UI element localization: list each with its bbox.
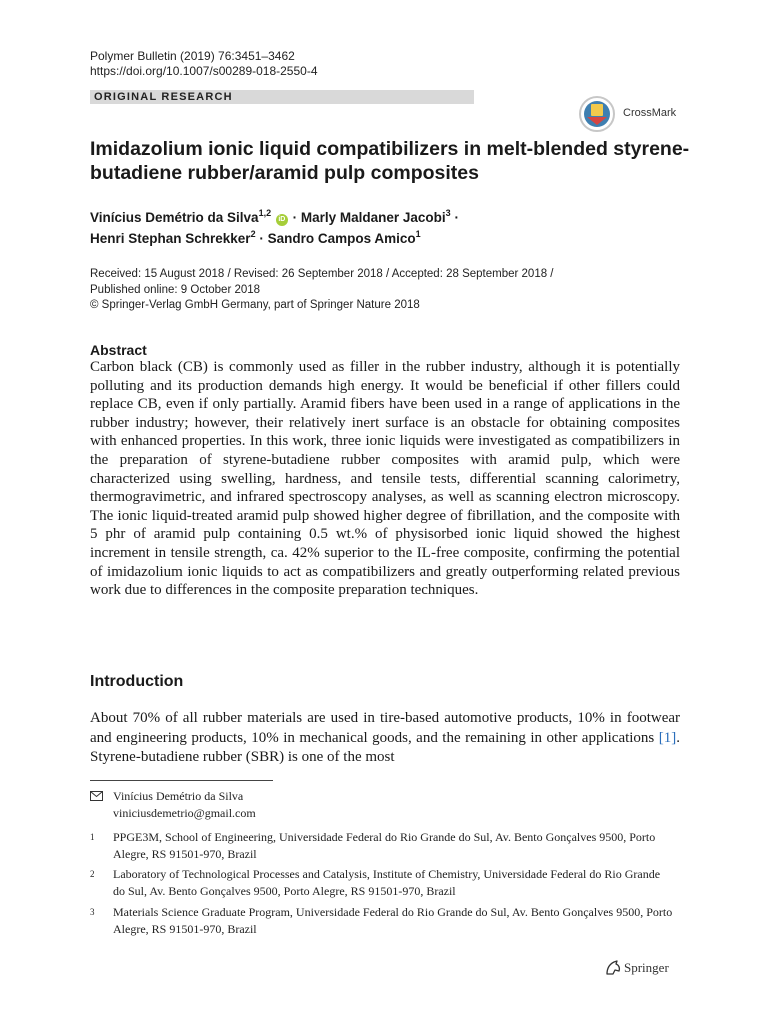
orcid-icon[interactable]: iD	[276, 214, 288, 226]
author-list	[90, 207, 690, 249]
intro-text-part: . Styrene-butadiene rubber (SBR) is one of the most	[90, 729, 680, 765]
article-history	[90, 267, 690, 314]
affiliation-footnote	[90, 866, 690, 900]
section-label: ORIGINAL RESEARCH	[94, 91, 233, 103]
introduction-heading: Introduction	[90, 673, 184, 690]
author-affiliation: 1	[415, 229, 421, 239]
crossmark-label: CrossMark	[623, 107, 677, 119]
footnote-text: PPGE3M, School of Engineering, Universidade Federal do Rio Grande do Sul, Av. Bento Gonçalves 9500, Porto Alegre, RS 91501-970, Brazil	[113, 830, 656, 861]
journal-citation: Polymer Bulletin (2019) 76:3451–3462	[90, 49, 295, 63]
author-name[interactable]: Marly Maldaner Jacobi	[300, 210, 446, 225]
author-name[interactable]: Vinícius Demétrio da Silva	[90, 210, 259, 225]
section-bar	[90, 90, 474, 104]
springer-horse-icon	[604, 959, 622, 977]
affiliation-footnote	[90, 904, 690, 938]
contact-email[interactable]: viniciusdemetrio@gmail.com	[113, 805, 256, 820]
abstract-heading: Abstract	[90, 342, 147, 358]
article-title: Imidazolium ionic liquid compatibilizers in melt-blended styrene-butadiene rubber/aramid pulp composites	[90, 138, 690, 184]
introduction-text	[90, 709, 680, 768]
dates-line: Received: 15 August 2018 / Revised: 26 September 2018 / Accepted: 28 September 2018 /	[90, 268, 554, 280]
author-affiliation: 1,2	[258, 208, 272, 218]
footnote-mark: 2	[90, 869, 95, 879]
journal-header	[90, 49, 318, 79]
envelope-icon	[90, 791, 103, 801]
doi-link[interactable]: https://doi.org/10.1007/s00289-018-2550-4	[90, 64, 318, 78]
contact-name: Vinícius Demétrio da Silva	[113, 789, 244, 803]
footnote-mark: 3	[90, 907, 95, 917]
footnote-mark: 1	[90, 832, 95, 842]
abstract-text: Carbon black (CB) is commonly used as filler in the rubber industry, although it is potentially polluting and its production demands high energy. It would be beneficial if other fillers could replace CB, even if only partially. Aramid fibers have been used in a range of applications in the rubber industry; however, their relatively inert surface is an obstacle for obtaining composites with enhanced properties. In this work, three ionic liquids were investigated as compatibilizers in the preparation of styrene-butadiene rubber composites with aramid pulp, which were characterized using swelling, hardness, and tensile tests, differential scanning calorimetry, thermogravimetric, and infrared spectroscopy analyses, as well as scanning electron microscopy. The ionic liquid-treated aramid pulp showed higher degree of fibrillation, and the composite with 5 phr of aramid pulp containing 0.5 wt.% of physisorbed ionic liquid showed the highest increment in tensile strength, ca. 42% superior to the IL-free composite, confirming the potential of imidazolium ionic liquids to act as compatibilizers and greatly outperforming related previous work due to differences in the composite preparation techniques.	[90, 359, 680, 599]
author-affiliation: 2	[250, 229, 256, 239]
footnote-text: Laboratory of Technological Processes and Catalysis, Institute of Chemistry, Universidade Federal do Rio Grande do Sul, Av. Bento Gonçalves 9500, Porto Alegre, RS 91501-970, Brazil	[113, 867, 661, 898]
crossmark-icon	[577, 95, 617, 133]
affiliation-footnote	[90, 829, 690, 863]
footnote-text: Materials Science Graduate Program, Universidade Federal do Rio Grande do Sul, Av. Bento Gonçalves 9500, Porto Alegre, RS 91501-970, Brazil	[113, 905, 673, 936]
author-line-1: Vinícius Demétrio da Silva$^{1,2}$ iD · Marly Maldaner Jacobi$^3$ ·	[90, 208, 459, 225]
author-name[interactable]: Henri Stephan Schrekker	[90, 231, 251, 246]
corresponding-author	[90, 788, 690, 822]
intro-text-part: About 70% of all rubber materials are used in tire-based automotive products, 10% in footwear and engineering products, 10% in mechanical goods, and the remaining in other applications	[90, 710, 680, 746]
footnote-divider	[90, 780, 273, 781]
author-affiliation: 3	[445, 208, 451, 218]
publisher-logo	[604, 958, 694, 978]
copyright-line: © Springer-Verlag GmbH Germany, part of Springer Nature 2018	[90, 299, 420, 311]
publisher-name: Springer	[624, 960, 669, 975]
author-line-2: Henri Stephan Schrekker$^2$ · Sandro Campos Amico$^1$	[90, 229, 421, 246]
author-name[interactable]: Sandro Campos Amico	[267, 231, 416, 246]
crossmark-badge[interactable]	[577, 95, 697, 133]
citation-link[interactable]: [1]	[658, 729, 677, 746]
published-line: Published online: 9 October 2018	[90, 283, 261, 296]
